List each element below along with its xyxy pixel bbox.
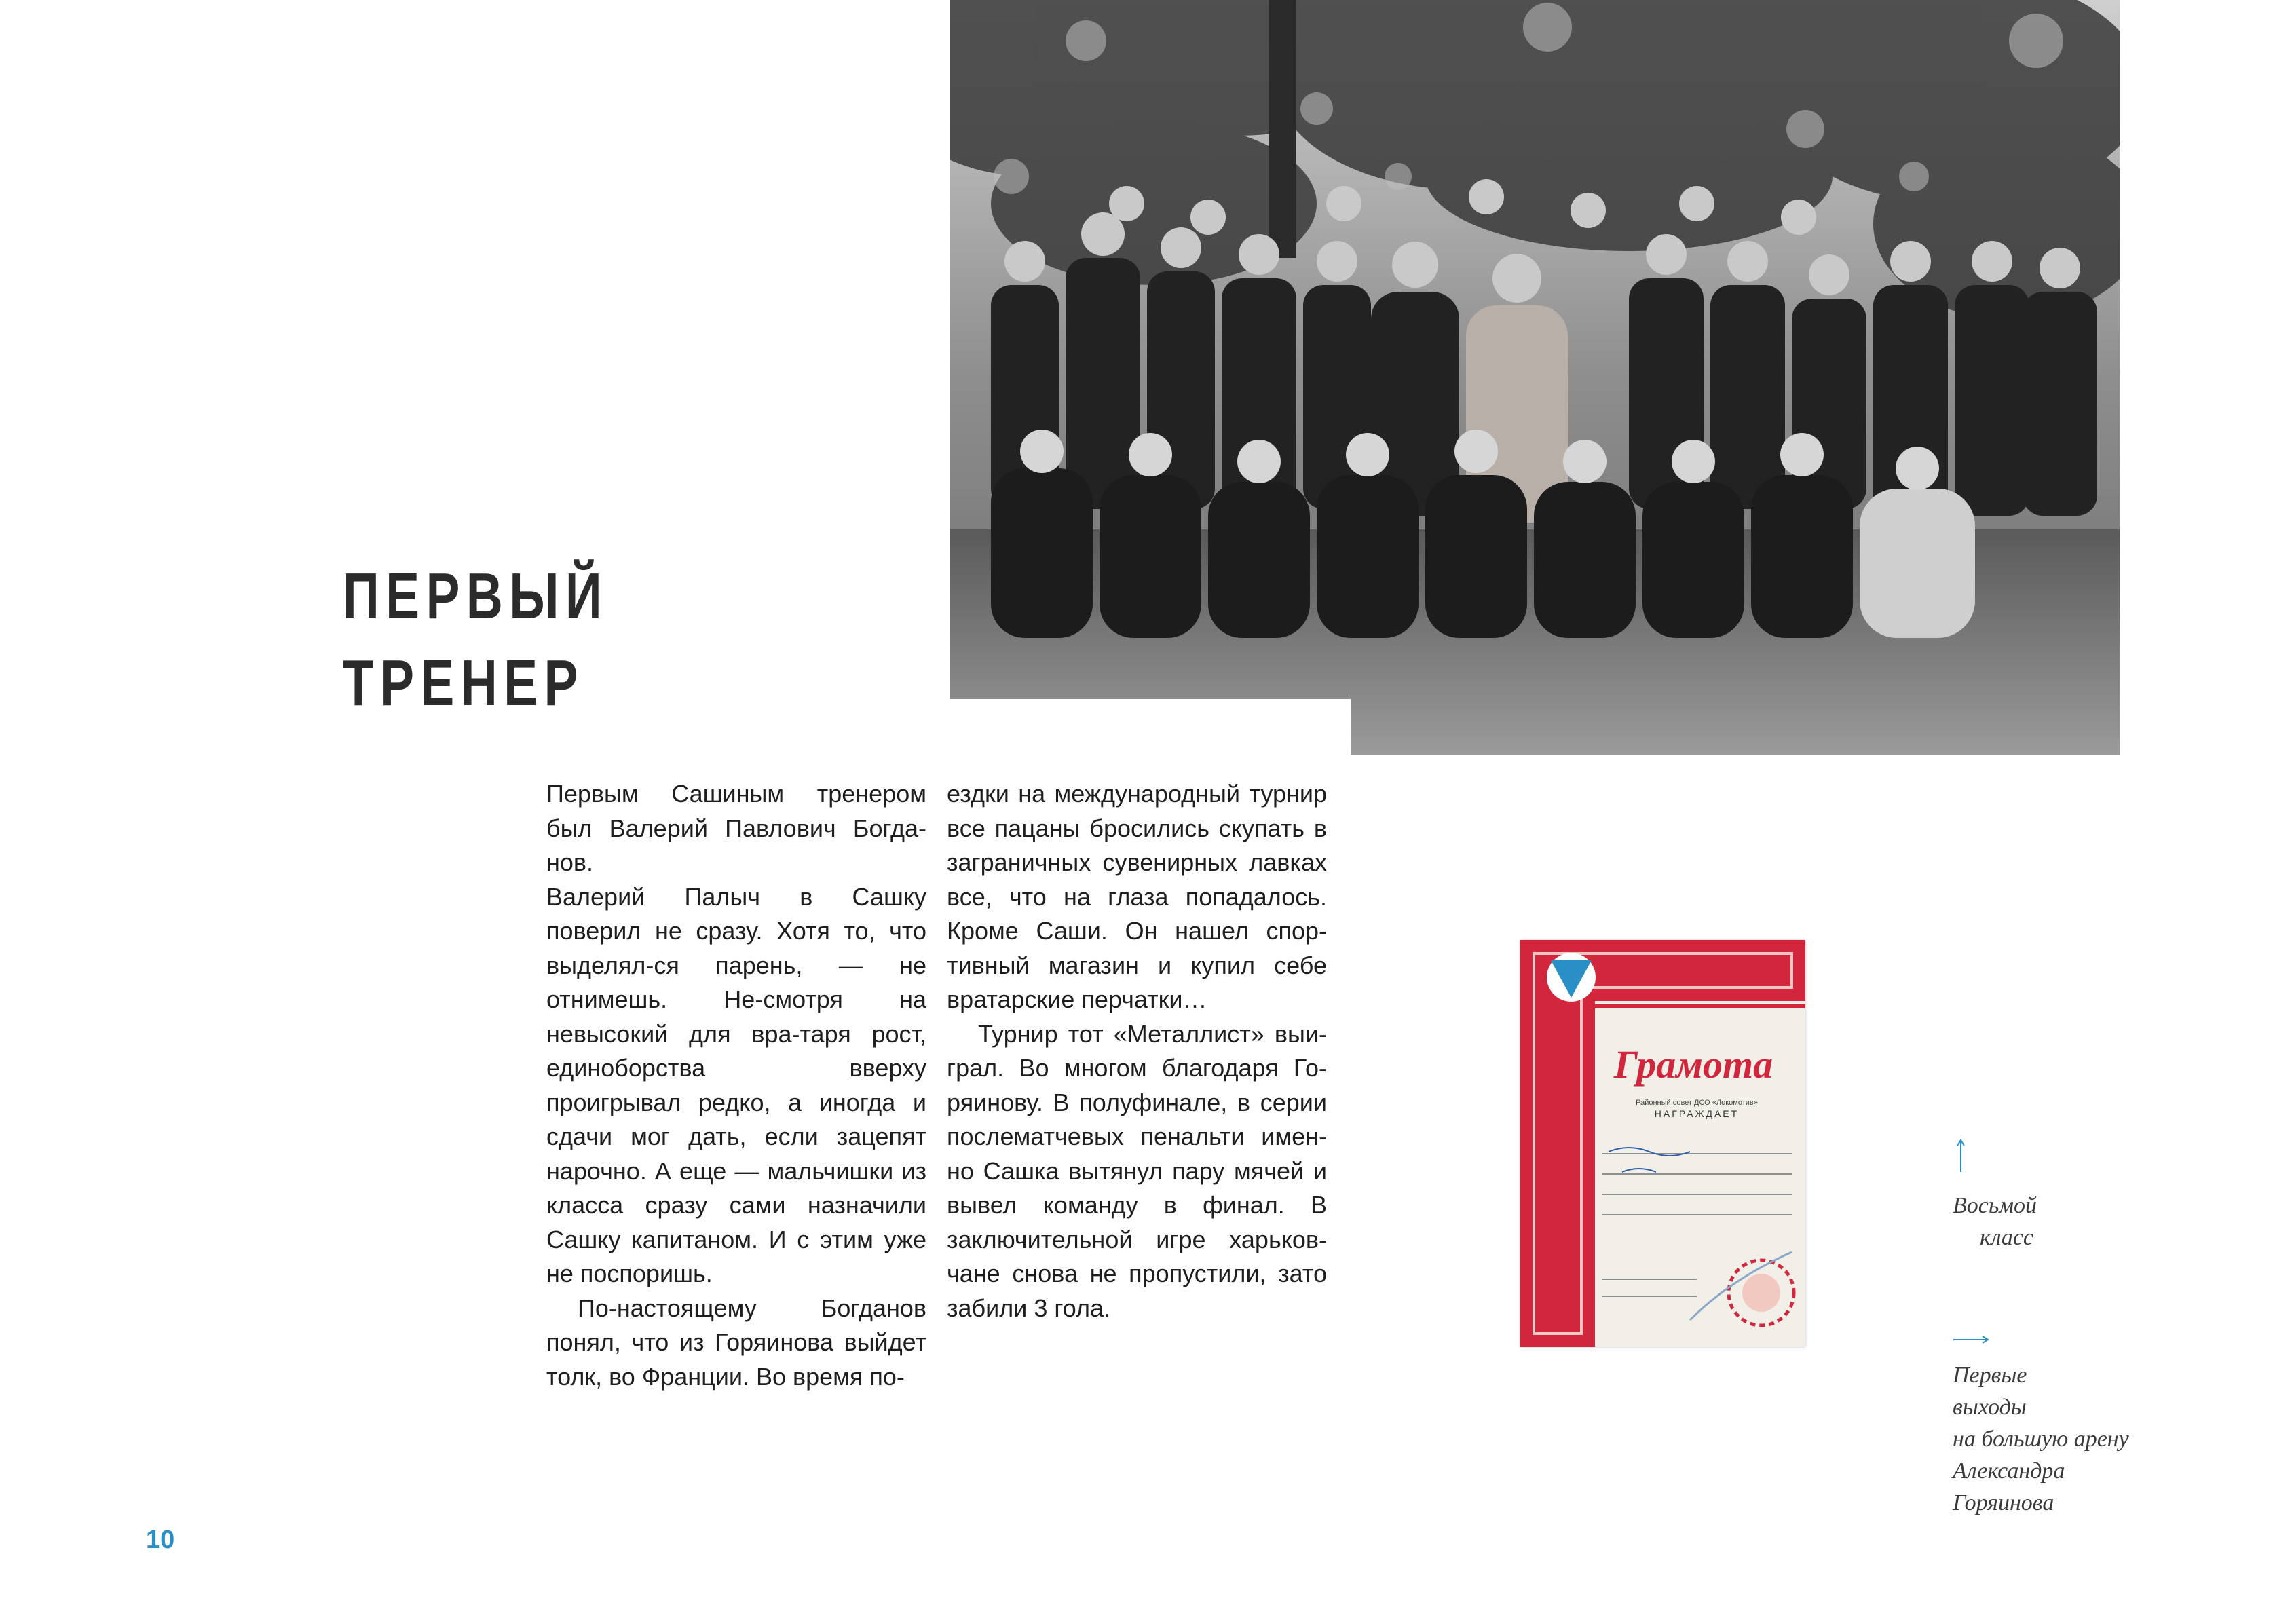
caption-line: Первые — [1953, 1363, 2027, 1388]
photo-caption — [1953, 1190, 2037, 1253]
page-number: 10 — [146, 1526, 175, 1554]
diploma-subtitle: Районный совет ДСО «Локомотив» — [1636, 1099, 1758, 1107]
caption-line: на большую арену — [1953, 1427, 2129, 1452]
diploma-artwork — [1520, 940, 1805, 1347]
caption-line: класс — [1980, 1225, 2034, 1250]
arrow-up-icon — [1957, 1139, 1965, 1173]
caption-line: Александра — [1953, 1458, 2065, 1484]
heading-line-2: ТРЕНЕР — [343, 647, 584, 719]
paragraph: ездки на международный турнир все пацаны бросились скупать в заграничных сувенирных лавках все, что на глаза попадалось. Кроме Саши. Он нашел спор-тивный магазин и купил себе вратарские перчатки… — [947, 780, 1327, 1013]
heading-line-1: ПЕРВЫЙ — [343, 560, 609, 632]
article-column-1 — [546, 777, 926, 1394]
caption-line: выходы — [1953, 1395, 2027, 1420]
diploma-title: Грамота — [1613, 1042, 1773, 1087]
class-photo — [950, 0, 2120, 755]
article-column-2 — [947, 777, 1327, 1325]
arrow-right-icon — [1953, 1336, 1989, 1344]
paragraph: Первым Сашиным тренером был Валерий Павлович Богда-нов. — [546, 780, 926, 876]
caption-line: Восьмой — [1953, 1193, 2037, 1218]
diploma-image — [1520, 940, 1805, 1347]
section-heading — [343, 553, 608, 727]
caption-line: Горяинова — [1953, 1490, 2054, 1515]
paragraph: Валерий Палыч в Сашку поверил не сразу. Хотя то, что выделял-ся парень, — не отнимешь. Не-смотря на невысокий для вра-таря рост, единоборства вверху проигрывал редко, а иногда и сдачи мог дать, если зацепят нарочно. А еще — мальчишки из класса сразу сами назначили Сашку капитаном. И с этим уже не поспоришь. — [546, 882, 926, 1287]
paragraph: Турнир тот «Металлист» выи-грал. Во многом благодаря Го-ряинову. В полуфинале, в серии послематчевых пенальти имен-но Сашка вытянул пару мячей и вывел команду в финал. В заключительной игре харьков-чане снова не пропустили, зато забили 3 гола. — [947, 1019, 1327, 1322]
diploma-awards: НАГРАЖДАЕТ — [1654, 1108, 1740, 1119]
diploma-caption — [1953, 1359, 2129, 1519]
paragraph: По-настоящему Богданов понял, что из Горяинова выйдет толк, во Франции. Во время по- — [546, 1293, 926, 1391]
photo-corner-cutout — [950, 699, 1351, 760]
class-photo-image — [950, 0, 2120, 755]
